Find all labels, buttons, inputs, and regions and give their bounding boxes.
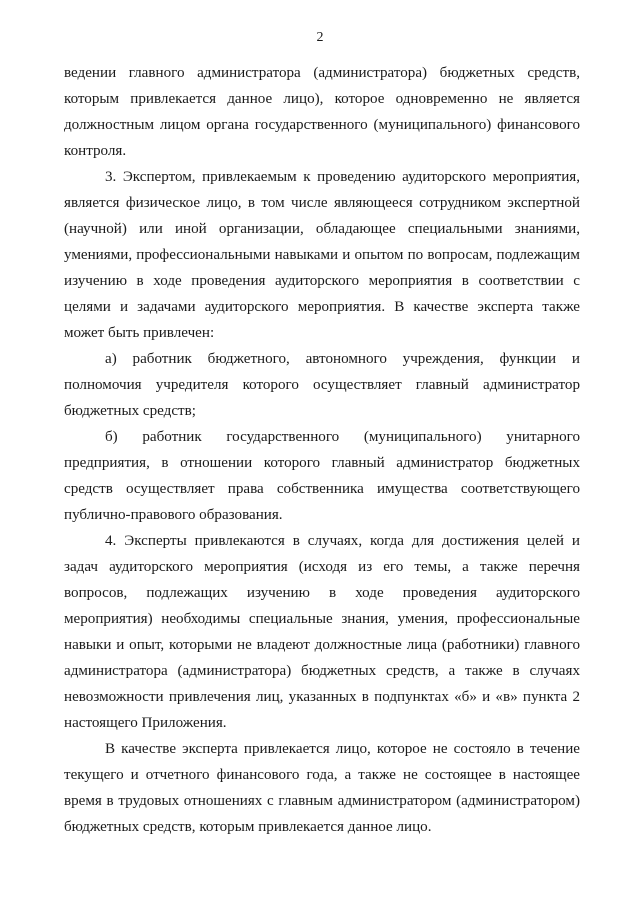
paragraph-item-3: 3. Экспертом, привлекаемым к проведению аудиторского мероприятия, является физическое лицо, в том числе являющееся сотрудником экспертной (научной) или иной организации, обладающее специальными знаниями, умениями, профессиональными навыками и опытом по вопросам, подлежащим изучению в ходе проведения аудиторского мероприятия в соответствии с целями и задачами аудиторского мероприятия. В качестве эксперта также может быть привлечен: <box>64 169 580 341</box>
paragraph-subitem-a: а) работник бюджетного, автономного учреждения, функции и полномочия учредителя которого осуществляет главный администратор бюджетных средств; <box>64 351 580 419</box>
paragraph-subitem-b: б) работник государственного (муниципального) унитарного предприятия, в отношении которого главный администратор бюджетных средств осуществляет права собственника имущества соответствующего публично-правового образования. <box>64 429 580 523</box>
paragraph-continuation: ведении главного администратора (администратора) бюджетных средств, которым привлекается данное лицо), которое одновременно не является должностным лицом органа государственного (муниципального) финансового контроля. <box>64 65 580 159</box>
page-number: 2 <box>316 30 324 45</box>
paragraph-expert-condition: В качестве эксперта привлекается лицо, которое не состояло в течение текущего и отчетного финансового года, а также не состоящее в настоящее время в трудовых отношениях с главным администратором (администратором) бюджетных средств, которым привлекается данное лицо. <box>64 741 580 835</box>
document-body <box>64 60 580 840</box>
paragraph-item-4: 4. Эксперты привлекаются в случаях, когда для достижения целей и задач аудиторского мероприятия (исходя из его темы, а также перечня вопросов, подлежащих изучению в ходе проведения аудиторского мероприятия) необходимы специальные знания, умения, профессиональные навыки и опыт, которыми не владеют должностные лица (работники) главного администратора (администратора) бюджетных средств, а также в случаях невозможности привлечения лиц, указанных в подпунктах «б» и «в» пункта 2 настоящего Приложения. <box>64 533 580 731</box>
